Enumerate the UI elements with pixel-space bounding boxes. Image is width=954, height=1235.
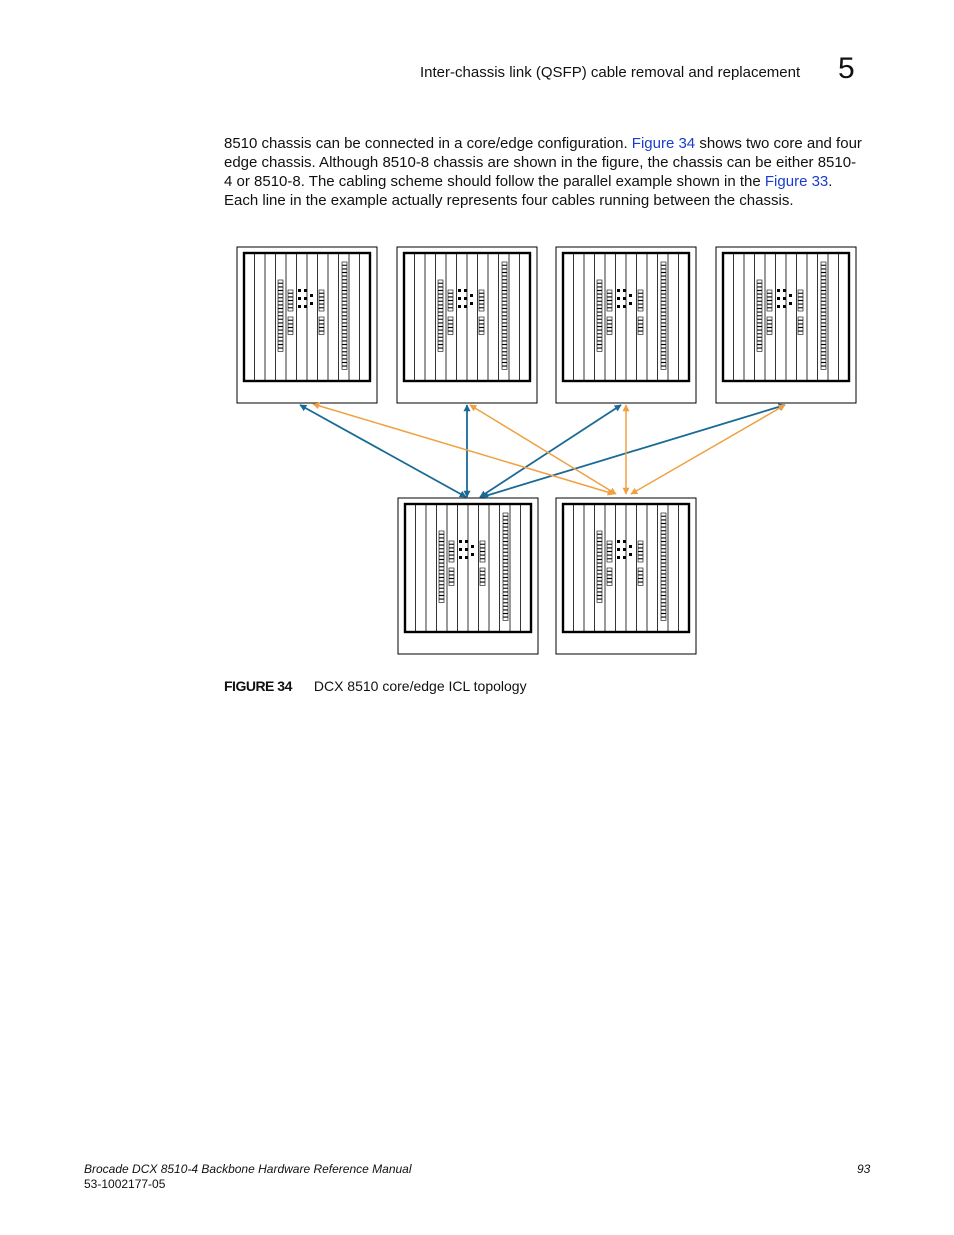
icl-cable-4 (482, 405, 785, 497)
footer-doc-id: 53-1002177-05 (84, 1177, 166, 1191)
edge-chassis-2 (397, 247, 537, 403)
core-chassis-1 (398, 498, 538, 654)
figure-title: DCX 8510 core/edge ICL topology (313, 678, 527, 694)
figure-33-link[interactable]: Figure 33 (764, 173, 829, 190)
icl-cable-8 (631, 405, 785, 494)
para-text-1: 8510 chassis can be connected in a core/edge configuration. (224, 135, 632, 152)
chapter-number: 5 (838, 52, 855, 85)
icl-cable-1 (300, 405, 466, 497)
page-number: 93 (857, 1162, 871, 1176)
icl-cable-6 (470, 405, 616, 494)
edge-chassis-4 (716, 247, 856, 403)
para-text-2: shows two core and four edge chassis. Although 8510-8 chassis are shown in the figure, the chassis can be either 8510-4 or 8510-8. The cabling scheme should follow the parallel example shown in the (224, 135, 862, 190)
icl-topology-diagram (230, 240, 870, 660)
edge-chassis-3 (556, 247, 696, 403)
figure-label: FIGURE 34 (224, 678, 292, 694)
figure-caption (224, 678, 527, 694)
footer-manual-title: Brocade DCX 8510-4 Backbone Hardware Reference Manual (84, 1162, 412, 1176)
icl-cable-5 (313, 404, 614, 494)
core-chassis-2 (556, 498, 696, 654)
icl-cable-3 (480, 405, 621, 497)
para-text-3: . Each line in the example actually represents four cables running between the chassis. (224, 173, 833, 209)
edge-chassis-1 (237, 247, 377, 403)
figure-34-link[interactable]: Figure 34 (631, 135, 696, 152)
body-paragraph (224, 134, 864, 210)
header-title: Inter-chassis link (QSFP) cable removal and replacement (420, 64, 801, 81)
